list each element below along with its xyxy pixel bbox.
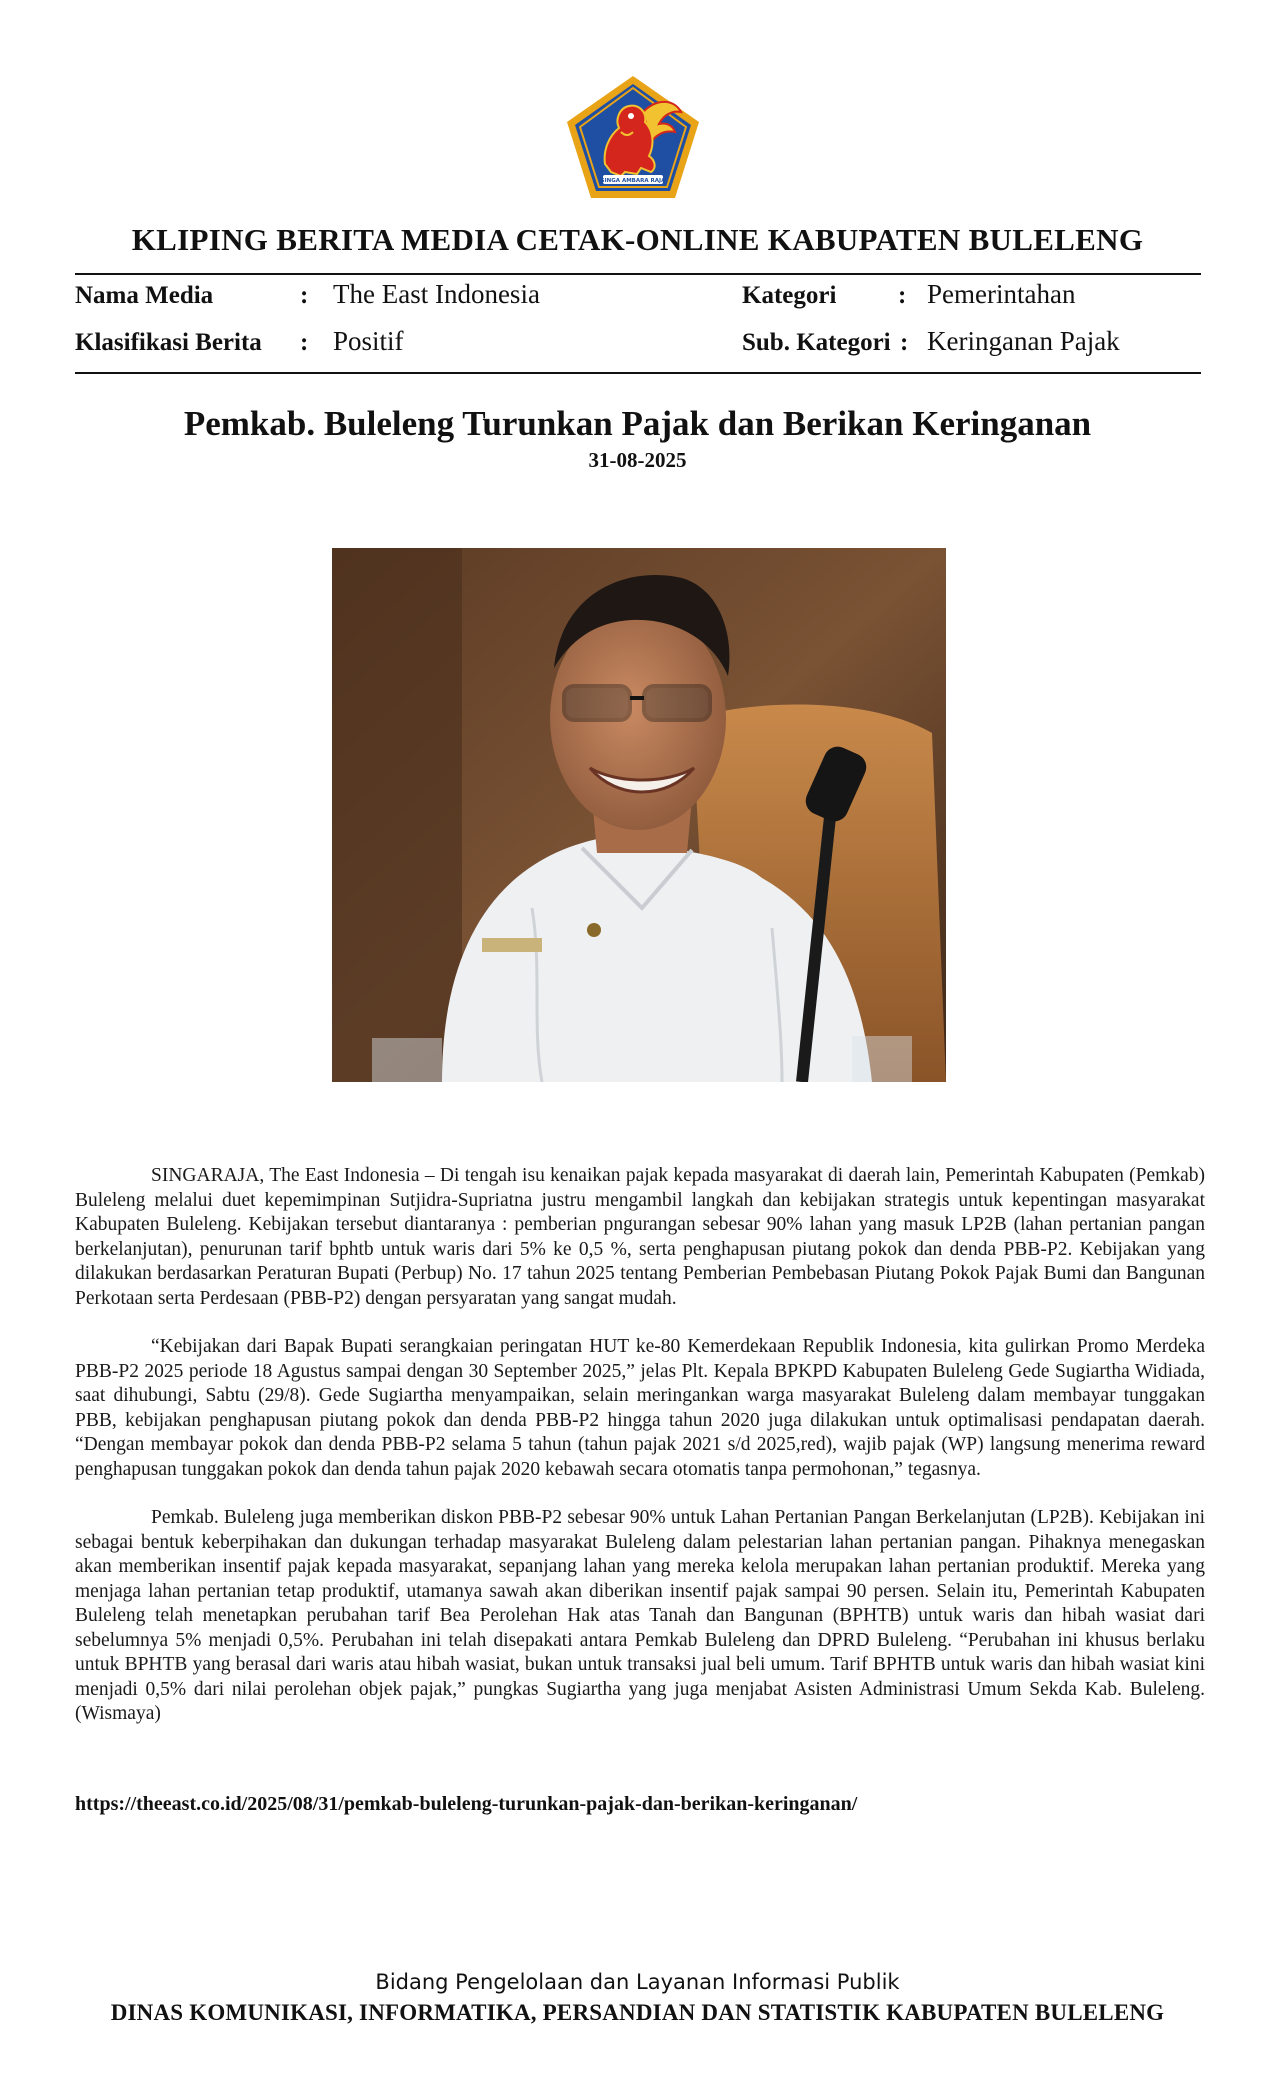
category-colon: : bbox=[898, 282, 907, 309]
footer-division: Bidang Pengelolaan dan Layanan Informasi Publik bbox=[375, 1970, 900, 1994]
media-colon: : bbox=[300, 282, 309, 309]
classification-value: Positif bbox=[333, 326, 404, 356]
top-divider bbox=[75, 273, 1201, 275]
article-paragraph: Pemkab. Buleleng juga memberikan diskon PBB-P2 sebesar 90% untuk Lahan Pertanian Pangan Berkelanjutan (LP2B). Kebijakan ini sebagai bentuk keberpihakan dan dukungan terhadap masyarakat Buleleng dalam pelestarian lahan pertanian pangan. Pihaknya menegaskan akan memberikan insentif pajak kepada masyarakat, sepanjang lahan yang mereka kelola merupakan lahan pertanian produktif. Mereka yang menjaga lahan pertanian tetap produktif, utamanya sawah akan diberikan insentif pajak sampai 90 persen. Selain itu, Pemerintah Kabupaten Buleleng telah menetapkan perubahan tarif Bea Perolehan Hak atas Tanah dan Bangunan (BPHTB) untuk waris dan hibah wasiat dari sebelumnya 5% menjadi 0,5%. Perubahan ini telah disepakati antara Pemkab Buleleng dan DPRD Buleleng. “Perubahan ini khusus berlaku untuk BPHTB yang berasal dari waris atau hibah wasiat, bukan untuk transaksi jual beli umum. Tarif BPHTB untuk waris dan hibah wasiat kini menjadi 0,5% dari nilai perolehan objek pajak,” pungkas Sugiartha yang juga menjabat Asisten Administrasi Umum Sekda Kab. Buleleng.(Wismaya) bbox=[75, 1507, 1205, 1724]
article-paragraph: SINGARAJA, The East Indonesia – Di tengah isu kenaikan pajak kepada masyarakat di daerah lain, Pemerintah Kabupaten (Pemkab) Buleleng melalui duet kepemimpinan Sutjidra-Supriatna justru mengambil langkah dan kebijakan strategis untuk kepentingan masyarakat Kabupaten Buleleng. Kebijakan tersebut diantaranya : pemberian pngurangan sebesar 90% lahan yang masuk LP2B (lahan pertanian pangan berkelanjutan), penurunan tarif bphtb untuk waris dari 5% ke 0,5 %, serta penghapusan piutang pokok dan denda PBB-P2. Kebijakan yang dilakukan berdasarkan Peraturan Bupati (Perbup) No. 17 tahun 2025 tentang Pemberian Pembebasan Piutang Pokok Pajak Bumi dan Bangunan Perkotaan serta Perdesaan (PBB-P2) dengan persyaratan yang sangat mudah. bbox=[75, 1165, 1205, 1309]
article-paragraph: “Kebijakan dari Bapak Bupati serangkaian peringatan HUT ke-80 Kemerdekaan Republik Indonesia, kita gulirkan Promo Merdeka PBB-P2 2025 periode 18 Agustus sampai dengan 30 September 2025,” jelas Plt. Kepala BPKPD Kabupaten Buleleng Gede Sugiartha Widiada, saat dihubungi, Sabtu (29/8). Gede Sugiartha menyampaikan, selain meringankan warga masyarakat Buleleng dalam membayar tunggakan PBB, kebijakan penghapusan piutang pokok dan denda PBB-P2 hingga tahun 2020 juga dilakukan untuk optimalisasi pendapatan daerah. “Dengan membayar pokok dan denda PBB-P2 selama 5 tahun (tahun pajak 2021 s/d 2025,red), wajib pajak (WP) langsung menerima reward penghapusan tunggakan pokok dan denda tahun pajak 2020 kebawah secara otomatis tanpa permohonan,” tegasnya. bbox=[75, 1336, 1205, 1480]
media-value: The East Indonesia bbox=[333, 279, 540, 309]
media-label: Nama Media bbox=[75, 282, 214, 309]
svg-text:SINGA AMBARA RAJA: SINGA AMBARA RAJA bbox=[600, 178, 666, 184]
category-label: Kategori bbox=[742, 282, 837, 309]
subcategory-label: Sub. Kategori bbox=[742, 329, 891, 356]
article-body bbox=[75, 1164, 1205, 1751]
buleleng-logo-icon bbox=[563, 72, 703, 202]
article-headline: Pemkab. Buleleng Turunkan Pajak dan Berikan Keringanan bbox=[183, 404, 1092, 443]
article-date: 31-08-2025 bbox=[588, 448, 687, 472]
subcategory-value: Keringanan Pajak bbox=[927, 326, 1120, 356]
clipping-header-title: KLIPING BERITA MEDIA CETAK-ONLINE KABUPATEN BULELENG bbox=[131, 222, 1144, 257]
classification-label: Klasifikasi Berita bbox=[75, 329, 262, 356]
source-link[interactable]: https://theeast.co.id/2025/08/31/pemkab-buleleng-turunkan-pajak-dan-berikan-keringanan/ bbox=[75, 1793, 858, 1815]
bottom-divider bbox=[75, 372, 1201, 374]
article-photo bbox=[332, 548, 946, 1082]
subcategory-colon: : bbox=[900, 329, 909, 356]
footer-agency: DINAS KOMUNIKASI, INFORMATIKA, PERSANDIAN DAN STATISTIK KABUPATEN BULELENG bbox=[110, 2000, 1165, 2025]
classification-colon: : bbox=[300, 329, 309, 356]
category-value: Pemerintahan bbox=[927, 279, 1076, 309]
